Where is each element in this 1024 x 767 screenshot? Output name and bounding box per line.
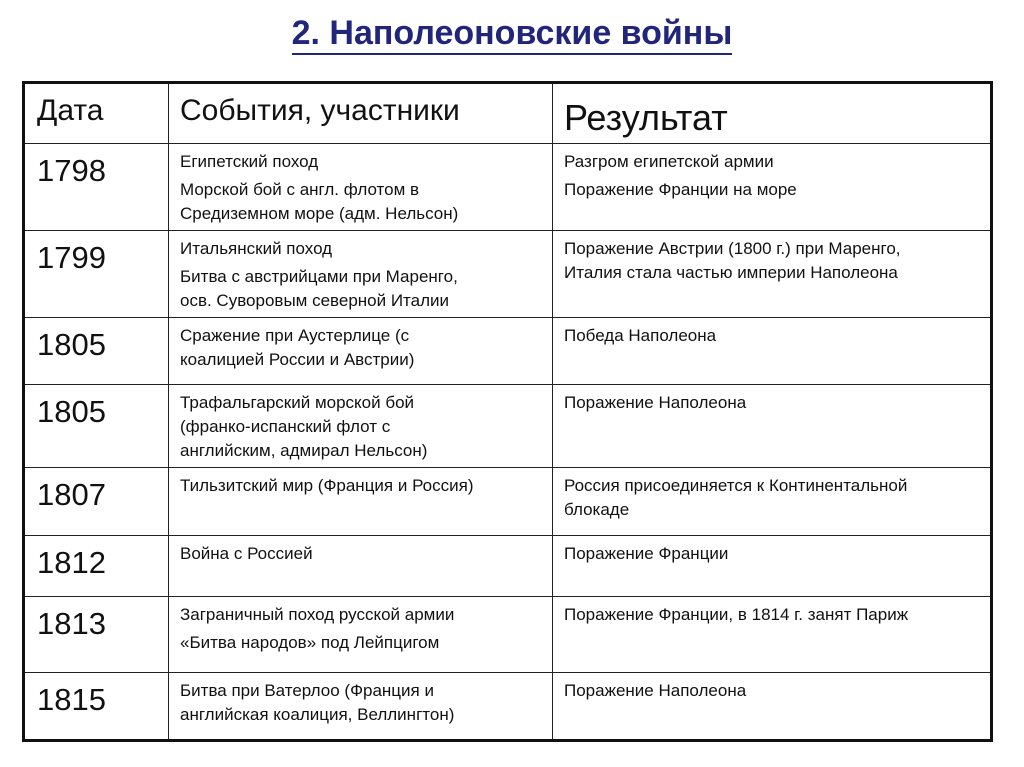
event-line: Сражение при Аустерлице (с [180, 326, 410, 345]
result-line: блокаде [564, 500, 630, 519]
cell-event [169, 468, 553, 536]
cell-date: 1798 [24, 144, 169, 231]
cell-date: 1813 [24, 597, 169, 673]
cell-event [169, 318, 553, 385]
cell-event [169, 536, 553, 597]
event-line: английским, адмирал Нельсон) [180, 441, 428, 460]
event-line: Тильзитский мир (Франция и Россия) [180, 476, 474, 495]
header-result: Результат [553, 83, 992, 144]
cell-event [169, 597, 553, 673]
cell-result [553, 468, 992, 536]
cell-date: 1799 [24, 231, 169, 318]
cell-result [553, 144, 992, 231]
result-line: Поражение Наполеона [564, 681, 747, 700]
page-title-text: 2. Наполеоновские войны [292, 14, 733, 55]
cell-result [553, 597, 992, 673]
cell-event [169, 144, 553, 231]
result-line: Поражение Франции на море [564, 180, 797, 199]
table-row [24, 597, 992, 673]
table-row [24, 318, 992, 385]
cell-date: 1807 [24, 468, 169, 536]
cell-date: 1805 [24, 318, 169, 385]
result-line: Россия присоединяется к Континентальной [564, 476, 908, 495]
table-row [24, 144, 992, 231]
cell-date: 1805 [24, 385, 169, 468]
event-line: Трафальгарский морской бой [180, 393, 415, 412]
event-line: осв. Суворовым северной Италии [180, 291, 450, 310]
event-line: Битва при Ватерлоо (Франция и [180, 681, 434, 700]
result-line: Поражение Австрии (1800 г.) при Маренго, [564, 239, 901, 258]
table-row [24, 231, 992, 318]
table-row [24, 385, 992, 468]
result-line: Поражение Франции [564, 544, 729, 563]
event-line: английская коалиция, Веллингтон) [180, 705, 455, 724]
event-line: коалицией России и Австрии) [180, 350, 415, 369]
napoleonic-wars-table [22, 81, 993, 742]
cell-result [553, 673, 992, 741]
event-line: Война с Россией [180, 544, 313, 563]
cell-date: 1812 [24, 536, 169, 597]
header-event: События, участники [169, 83, 553, 144]
cell-date: 1815 [24, 673, 169, 741]
cell-event [169, 231, 553, 318]
result-line: Поражение Наполеона [564, 393, 747, 412]
event-line: Заграничный поход русской армии [180, 605, 455, 624]
cell-result [553, 385, 992, 468]
header-date: Дата [24, 83, 169, 144]
event-line: Средиземном море (адм. Нельсон) [180, 204, 459, 223]
event-line: Морской бой с англ. флотом в [180, 180, 420, 199]
event-line: Итальянский поход [180, 239, 333, 258]
cell-result [553, 318, 992, 385]
result-line: Поражение Франции, в 1814 г. занят Париж [564, 605, 909, 624]
result-line: Италия стала частью империи Наполеона [564, 263, 898, 282]
event-line: (франко-испанский флот с [180, 417, 391, 436]
event-line: Египетский поход [180, 152, 319, 171]
cell-event [169, 385, 553, 468]
table-row [24, 468, 992, 536]
cell-result [553, 231, 992, 318]
result-line: Победа Наполеона [564, 326, 717, 345]
cell-result [553, 536, 992, 597]
event-line: «Битва народов» под Лейпцигом [180, 633, 440, 652]
table-row [24, 673, 992, 741]
result-line: Разгром египетской армии [564, 152, 774, 171]
table-row [24, 536, 992, 597]
page-title [0, 14, 1024, 53]
event-line: Битва с австрийцами при Маренго, [180, 267, 458, 286]
cell-event [169, 673, 553, 741]
table-header-row [24, 83, 992, 144]
